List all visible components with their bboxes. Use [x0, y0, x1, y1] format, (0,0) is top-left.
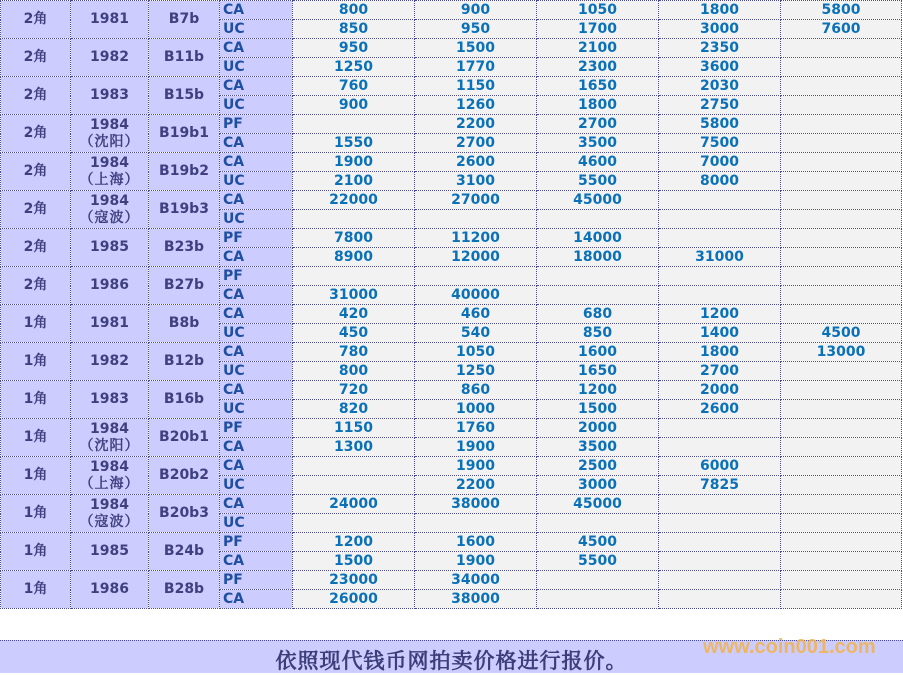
price-cell: 38000: [415, 495, 537, 514]
grade-cell: CA: [220, 590, 293, 609]
price-cell: 2750: [659, 96, 781, 115]
price-cell: [537, 286, 659, 305]
price-cell: 22000: [293, 191, 415, 210]
price-cell: 780: [293, 343, 415, 362]
price-cell: 6000: [659, 457, 781, 476]
price-cell: 5500: [537, 172, 659, 191]
price-cell: 5500: [537, 552, 659, 571]
price-cell: 1150: [415, 77, 537, 96]
price-cell: 1200: [659, 305, 781, 324]
grade-cell: CA: [220, 343, 293, 362]
price-cell: 2700: [415, 134, 537, 153]
denomination-cell: 2角: [1, 191, 71, 229]
price-cell: 45000: [537, 495, 659, 514]
denomination-cell: 1角: [1, 457, 71, 495]
grade-cell: UC: [220, 362, 293, 381]
price-cell: 3500: [537, 438, 659, 457]
price-cell: [659, 229, 781, 248]
price-cell: 2200: [415, 115, 537, 134]
catalog-code-cell: B11b: [149, 39, 220, 77]
catalog-code-cell: B20b2: [149, 457, 220, 495]
price-cell: 1900: [293, 153, 415, 172]
price-cell: 2100: [293, 172, 415, 191]
grade-cell: UC: [220, 400, 293, 419]
year-cell: [71, 343, 149, 381]
price-cell: [659, 210, 781, 229]
catalog-code-cell: B12b: [149, 343, 220, 381]
price-cell: 800: [293, 1, 415, 20]
catalog-code-cell: B19b1: [149, 115, 220, 153]
grade-cell: CA: [220, 248, 293, 267]
catalog-code-cell: B20b3: [149, 495, 220, 533]
denomination-cell: 1角: [1, 571, 71, 609]
year-cell: [71, 229, 149, 267]
catalog-code-cell: B20b1: [149, 419, 220, 457]
price-cell: 1500: [415, 39, 537, 58]
table-row: [1, 533, 902, 552]
price-cell: [659, 533, 781, 552]
grade-cell: PF: [220, 571, 293, 590]
price-cell: [781, 552, 902, 571]
price-cell: [781, 267, 902, 286]
price-cell: 1550: [293, 134, 415, 153]
price-cell: 34000: [415, 571, 537, 590]
price-cell: 23000: [293, 571, 415, 590]
footer-note: 依照现代钱币网拍卖价格进行报价。: [275, 649, 628, 673]
price-table-body: [1, 1, 902, 609]
price-cell: 860: [415, 381, 537, 400]
table-row: [1, 571, 902, 590]
price-cell: 13000: [781, 343, 902, 362]
price-cell: [781, 381, 902, 400]
denomination-cell: 1角: [1, 533, 71, 571]
grade-cell: PF: [220, 419, 293, 438]
price-cell: 4600: [537, 153, 659, 172]
price-cell: 45000: [537, 191, 659, 210]
grade-cell: UC: [220, 476, 293, 495]
price-cell: 4500: [537, 533, 659, 552]
price-cell: 1760: [415, 419, 537, 438]
price-cell: 1600: [415, 533, 537, 552]
price-cell: 3600: [659, 58, 781, 77]
year-cell: [71, 533, 149, 571]
price-cell: [781, 210, 902, 229]
price-cell: 1260: [415, 96, 537, 115]
year-label: 1985: [90, 239, 129, 255]
year-cell: [71, 495, 149, 533]
catalog-code-cell: B24b: [149, 533, 220, 571]
denomination-cell: 2角: [1, 153, 71, 191]
denomination-cell: 1角: [1, 419, 71, 457]
grade-cell: CA: [220, 134, 293, 153]
price-cell: 950: [293, 39, 415, 58]
table-row: [1, 305, 902, 324]
price-cell: [781, 115, 902, 134]
price-cell: 2500: [537, 457, 659, 476]
mint-city-label: （沈阳）: [79, 437, 140, 454]
grade-cell: CA: [220, 381, 293, 400]
price-cell: [781, 229, 902, 248]
year-label: 1984: [90, 116, 129, 133]
price-cell: 12000: [415, 248, 537, 267]
year-cell: [71, 191, 149, 229]
price-cell: 1700: [537, 20, 659, 39]
price-cell: 1000: [415, 400, 537, 419]
price-cell: 720: [293, 381, 415, 400]
price-cell: 1900: [415, 552, 537, 571]
price-cell: [781, 58, 902, 77]
price-cell: 2030: [659, 77, 781, 96]
price-cell: 850: [537, 324, 659, 343]
price-cell: [293, 476, 415, 495]
year-label: 1985: [90, 543, 129, 559]
year-cell: [71, 419, 149, 457]
price-cell: 7600: [781, 20, 902, 39]
year-cell: [71, 77, 149, 115]
year-cell: [71, 571, 149, 609]
price-cell: [781, 400, 902, 419]
grade-cell: UC: [220, 210, 293, 229]
price-cell: 26000: [293, 590, 415, 609]
price-cell: 1800: [659, 343, 781, 362]
table-row: [1, 77, 902, 96]
price-cell: [781, 134, 902, 153]
year-label: 1986: [90, 581, 129, 597]
year-label: 1983: [90, 391, 129, 407]
denomination-cell: 2角: [1, 39, 71, 77]
price-cell: 850: [293, 20, 415, 39]
denomination-cell: 1角: [1, 381, 71, 419]
grade-cell: CA: [220, 1, 293, 20]
price-cell: [415, 514, 537, 533]
year-label: 1984: [90, 496, 129, 513]
price-cell: 3000: [659, 20, 781, 39]
year-label: 1981: [90, 11, 129, 27]
price-cell: [781, 533, 902, 552]
denomination-cell: 1角: [1, 305, 71, 343]
grade-cell: CA: [220, 552, 293, 571]
price-cell: 1800: [659, 1, 781, 20]
price-cell: 8000: [659, 172, 781, 191]
price-cell: 1150: [293, 419, 415, 438]
price-cell: [781, 457, 902, 476]
grade-cell: CA: [220, 153, 293, 172]
year-cell: [71, 267, 149, 305]
table-row: [1, 495, 902, 514]
catalog-code-cell: B15b: [149, 77, 220, 115]
grade-cell: UC: [220, 324, 293, 343]
price-cell: [781, 172, 902, 191]
price-cell: 8900: [293, 248, 415, 267]
price-cell: 7000: [659, 153, 781, 172]
mint-city-label: （寇波）: [79, 209, 140, 226]
price-cell: [781, 153, 902, 172]
year-label: 1984: [90, 192, 129, 209]
price-cell: [293, 457, 415, 476]
price-cell: [659, 514, 781, 533]
catalog-code-cell: B8b: [149, 305, 220, 343]
table-row: [1, 381, 902, 400]
price-cell: [537, 571, 659, 590]
grade-cell: UC: [220, 20, 293, 39]
price-cell: 7500: [659, 134, 781, 153]
denomination-cell: 1角: [1, 343, 71, 381]
mint-city-label: （寇波）: [79, 513, 140, 530]
price-cell: [781, 495, 902, 514]
grade-cell: PF: [220, 533, 293, 552]
price-cell: 820: [293, 400, 415, 419]
price-cell: 1770: [415, 58, 537, 77]
price-cell: 31000: [659, 248, 781, 267]
price-cell: 2000: [659, 381, 781, 400]
price-cell: [659, 191, 781, 210]
price-cell: 900: [415, 1, 537, 20]
price-cell: 40000: [415, 286, 537, 305]
price-cell: 7825: [659, 476, 781, 495]
mint-city-label: （上海）: [79, 171, 140, 188]
price-cell: [781, 96, 902, 115]
price-cell: 3000: [537, 476, 659, 495]
price-cell: 2600: [415, 153, 537, 172]
year-label: 1986: [90, 277, 129, 293]
price-cell: 2300: [537, 58, 659, 77]
price-cell: [781, 514, 902, 533]
price-cell: [415, 267, 537, 286]
price-cell: 540: [415, 324, 537, 343]
price-cell: [415, 210, 537, 229]
grade-cell: CA: [220, 39, 293, 58]
price-cell: [659, 267, 781, 286]
price-cell: [781, 362, 902, 381]
price-cell: [659, 286, 781, 305]
price-cell: 900: [293, 96, 415, 115]
mint-city-label: （上海）: [79, 475, 140, 492]
year-label: 1981: [90, 315, 129, 331]
year-label: 1984: [90, 458, 129, 475]
site-watermark: www.coin001.com: [703, 636, 876, 658]
price-cell: [781, 590, 902, 609]
table-row: [1, 1, 902, 20]
price-cell: [293, 514, 415, 533]
price-cell: 460: [415, 305, 537, 324]
table-row: [1, 343, 902, 362]
year-cell: [71, 153, 149, 191]
grade-cell: CA: [220, 438, 293, 457]
year-cell: [71, 457, 149, 495]
price-cell: [293, 115, 415, 134]
price-cell: 800: [293, 362, 415, 381]
price-cell: 14000: [537, 229, 659, 248]
table-row: [1, 191, 902, 210]
price-cell: 5800: [659, 115, 781, 134]
grade-cell: CA: [220, 77, 293, 96]
price-cell: [293, 267, 415, 286]
denomination-cell: 2角: [1, 115, 71, 153]
price-cell: 2000: [537, 419, 659, 438]
year-cell: [71, 381, 149, 419]
catalog-code-cell: B7b: [149, 1, 220, 39]
price-cell: [659, 419, 781, 438]
price-cell: [781, 191, 902, 210]
price-cell: [659, 571, 781, 590]
year-label: 1984: [90, 154, 129, 171]
price-cell: 1200: [293, 533, 415, 552]
price-cell: [781, 248, 902, 267]
price-cell: [781, 571, 902, 590]
price-cell: 1050: [537, 1, 659, 20]
price-cell: 24000: [293, 495, 415, 514]
year-cell: [71, 115, 149, 153]
price-cell: 5800: [781, 1, 902, 20]
price-cell: 2200: [415, 476, 537, 495]
denomination-cell: 1角: [1, 495, 71, 533]
price-cell: [781, 438, 902, 457]
price-cell: [537, 210, 659, 229]
price-cell: 18000: [537, 248, 659, 267]
price-cell: [537, 514, 659, 533]
price-cell: [659, 438, 781, 457]
price-cell: 1200: [537, 381, 659, 400]
price-cell: 1300: [293, 438, 415, 457]
grade-cell: UC: [220, 58, 293, 77]
grade-cell: PF: [220, 267, 293, 286]
grade-cell: CA: [220, 495, 293, 514]
price-cell: 1800: [537, 96, 659, 115]
table-row: [1, 39, 902, 58]
table-row: [1, 267, 902, 286]
price-cell: [537, 590, 659, 609]
denomination-cell: 2角: [1, 1, 71, 39]
grade-cell: CA: [220, 457, 293, 476]
price-cell: 27000: [415, 191, 537, 210]
grade-cell: CA: [220, 305, 293, 324]
grade-cell: CA: [220, 286, 293, 305]
table-row: [1, 115, 902, 134]
price-cell: 1600: [537, 343, 659, 362]
year-cell: [71, 1, 149, 39]
price-cell: 1650: [537, 77, 659, 96]
price-cell: [659, 495, 781, 514]
price-cell: 11200: [415, 229, 537, 248]
table-row: [1, 457, 902, 476]
table-row: [1, 229, 902, 248]
year-label: 1982: [90, 49, 129, 65]
price-cell: 1250: [415, 362, 537, 381]
catalog-code-cell: B19b2: [149, 153, 220, 191]
price-cell: 1050: [415, 343, 537, 362]
price-cell: 3100: [415, 172, 537, 191]
price-cell: 38000: [415, 590, 537, 609]
price-cell: [659, 590, 781, 609]
catalog-code-cell: B19b3: [149, 191, 220, 229]
denomination-cell: 2角: [1, 229, 71, 267]
price-cell: 2350: [659, 39, 781, 58]
price-cell: [781, 39, 902, 58]
catalog-code-cell: B28b: [149, 571, 220, 609]
price-cell: 2100: [537, 39, 659, 58]
denomination-cell: 2角: [1, 77, 71, 115]
catalog-code-cell: B23b: [149, 229, 220, 267]
mint-city-label: （沈阳）: [79, 133, 140, 150]
year-label: 1983: [90, 87, 129, 103]
grade-cell: PF: [220, 229, 293, 248]
price-cell: 680: [537, 305, 659, 324]
grade-cell: UC: [220, 96, 293, 115]
price-cell: 2600: [659, 400, 781, 419]
catalog-code-cell: B16b: [149, 381, 220, 419]
table-row: [1, 153, 902, 172]
price-cell: [781, 286, 902, 305]
grade-cell: PF: [220, 115, 293, 134]
price-cell: [781, 305, 902, 324]
price-cell: [659, 552, 781, 571]
price-cell: 420: [293, 305, 415, 324]
price-cell: 4500: [781, 324, 902, 343]
grade-cell: UC: [220, 172, 293, 191]
price-cell: 31000: [293, 286, 415, 305]
price-cell: 3500: [537, 134, 659, 153]
denomination-cell: 2角: [1, 267, 71, 305]
year-label: 1984: [90, 420, 129, 437]
price-cell: [781, 419, 902, 438]
price-cell: 1900: [415, 438, 537, 457]
price-cell: 1650: [537, 362, 659, 381]
price-cell: [537, 267, 659, 286]
price-cell: 950: [415, 20, 537, 39]
price-cell: 7800: [293, 229, 415, 248]
price-cell: 1500: [293, 552, 415, 571]
price-cell: 1250: [293, 58, 415, 77]
table-row: [1, 419, 902, 438]
year-cell: [71, 305, 149, 343]
price-cell: [781, 77, 902, 96]
price-cell: 760: [293, 77, 415, 96]
year-label: 1982: [90, 353, 129, 369]
price-cell: 1400: [659, 324, 781, 343]
price-cell: 2700: [659, 362, 781, 381]
price-cell: [781, 476, 902, 495]
year-cell: [71, 39, 149, 77]
price-cell: [293, 210, 415, 229]
grade-cell: UC: [220, 514, 293, 533]
price-cell: 1500: [537, 400, 659, 419]
price-cell: 2700: [537, 115, 659, 134]
catalog-code-cell: B27b: [149, 267, 220, 305]
price-cell: 450: [293, 324, 415, 343]
price-cell: 1900: [415, 457, 537, 476]
grade-cell: CA: [220, 191, 293, 210]
